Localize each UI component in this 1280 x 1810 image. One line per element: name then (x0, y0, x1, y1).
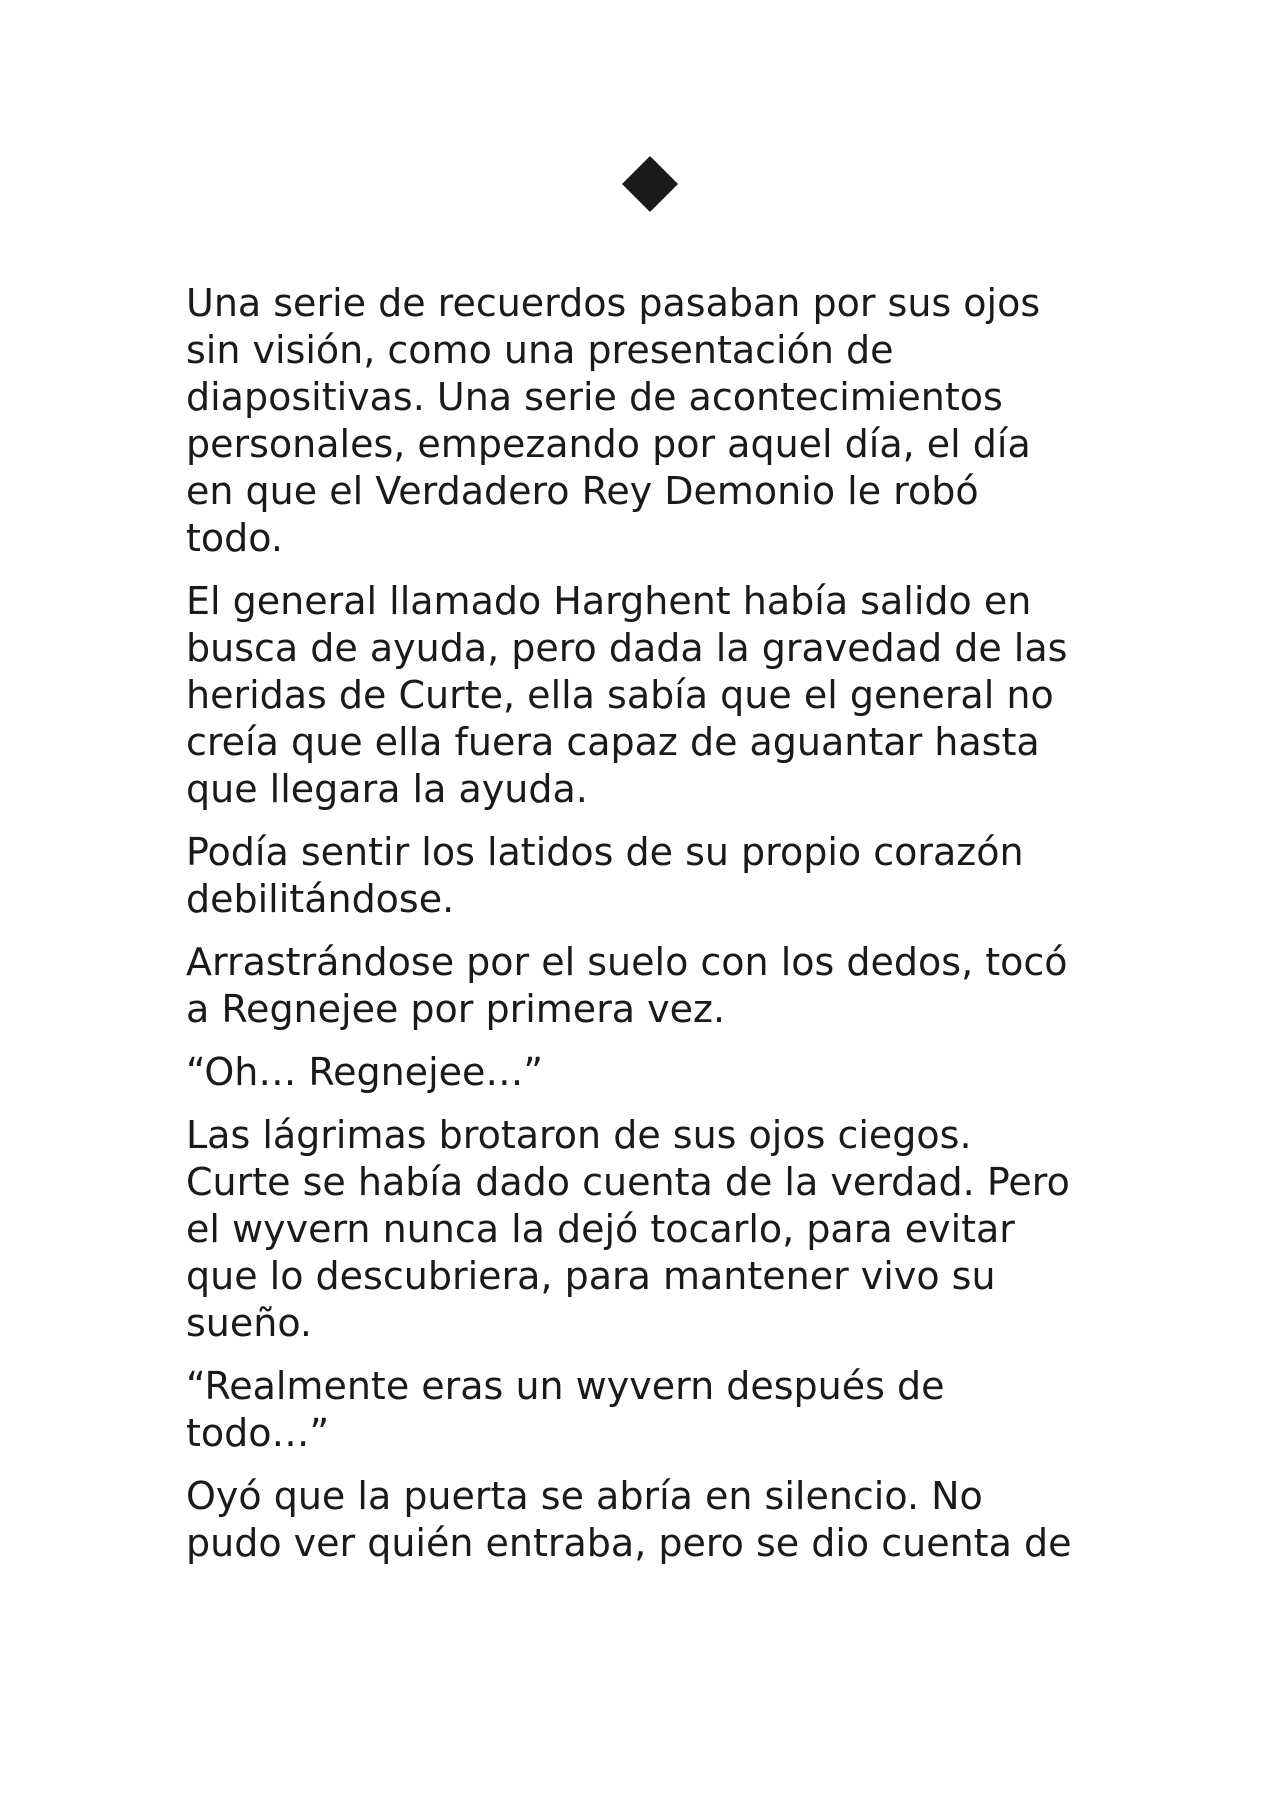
text-line: diapositivas. Una serie de acontecimientos (186, 375, 1003, 419)
paragraph (186, 939, 1116, 1033)
text-line: todo…” (186, 1411, 330, 1455)
text-line: creía que ella fuera capaz de aguantar hasta (186, 720, 1040, 764)
paragraph-dialogue (186, 1363, 1116, 1457)
text-line: debilitándose. (186, 877, 455, 921)
body-text (186, 280, 1116, 1583)
paragraph (186, 1112, 1116, 1347)
text-line: que llegara la ayuda. (186, 767, 588, 811)
text-line: heridas de Curte, ella sabía que el general no (186, 673, 1054, 717)
paragraph-dialogue (186, 1049, 1116, 1096)
text-line: Oyó que la puerta se abría en silencio. No (186, 1474, 983, 1518)
text-line: Una serie de recuerdos pasaban por sus ojos (186, 281, 1041, 325)
text-line: Podía sentir los latidos de su propio corazón (186, 830, 1024, 874)
text-line: busca de ayuda, pero dada la gravedad de las (186, 626, 1068, 670)
paragraph (186, 1473, 1116, 1567)
paragraph (186, 829, 1116, 923)
text-line: sin visión, como una presentación de (186, 328, 894, 372)
text-line: Las lágrimas brotaron de sus ojos ciegos. (186, 1113, 972, 1157)
text-line: Arrastrándose por el suelo con los dedos, tocó (186, 940, 1068, 984)
text-line: a Regnejee por primera vez. (186, 987, 726, 1031)
text-line: “Oh… Regnejee…” (186, 1050, 544, 1094)
paragraph (186, 280, 1116, 562)
text-line: sueño. (186, 1301, 313, 1345)
black-diamond-icon (622, 156, 678, 212)
text-line: el wyvern nunca la dejó tocarlo, para evitar (186, 1207, 1015, 1251)
diamond-shape (622, 156, 678, 212)
text-line: Curte se había dado cuenta de la verdad. Pero (186, 1160, 1070, 1204)
text-line: en que el Verdadero Rey Demonio le robó (186, 469, 979, 513)
text-line: El general llamado Harghent había salido en (186, 579, 1032, 623)
text-line: que lo descubriera, para mantener vivo su (186, 1254, 996, 1298)
text-line: todo. (186, 516, 283, 560)
text-line: personales, empezando por aquel día, el día (186, 422, 1031, 466)
paragraph (186, 578, 1116, 813)
text-line: pudo ver quién entraba, pero se dio cuenta de (186, 1521, 1072, 1565)
text-line: “Realmente eras un wyvern después de (186, 1364, 945, 1408)
